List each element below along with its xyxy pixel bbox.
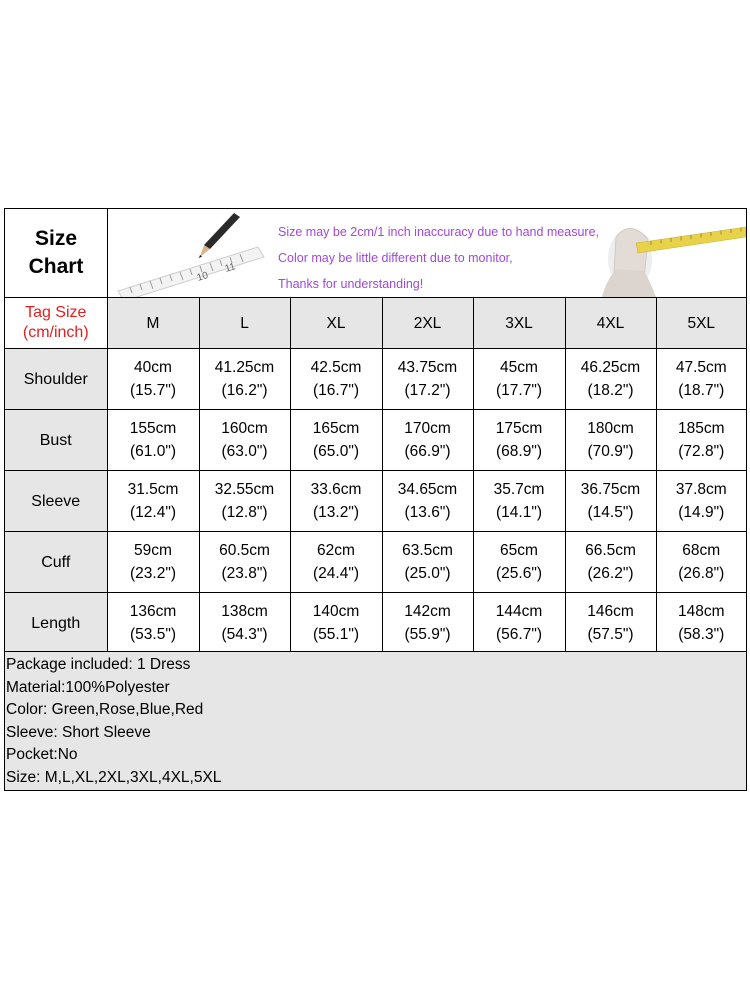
ruler-mark-10: 10: [195, 270, 210, 284]
cell-cm: 40cm: [134, 359, 172, 376]
cell-cm: 148cm: [677, 603, 725, 620]
size-table: [5, 298, 746, 654]
cell-cm: 142cm: [404, 603, 451, 620]
table-cell: [199, 593, 290, 654]
cell-cm: 62cm: [317, 542, 355, 559]
cell-cm: 47.5cm: [675, 359, 727, 376]
row-label-cuff: Cuff: [5, 532, 107, 593]
cell-cm: 144cm: [495, 603, 543, 620]
table-cell: [656, 532, 746, 593]
size-col-2xl: 2XL: [382, 298, 473, 349]
note-hand-measure: Size may be 2cm/1 inch inaccuracy due to hand measure,: [278, 225, 600, 239]
size-header-row: [5, 298, 746, 349]
table-cell: [290, 349, 382, 410]
row-label-sleeve: Sleeve: [5, 471, 107, 532]
cell-cm: 34.65cm: [397, 481, 458, 498]
info-sleeve: Sleeve: Short Sleeve: [6, 723, 151, 741]
cell-cm: 138cm: [221, 603, 268, 620]
table-cell: [382, 593, 473, 654]
tag-size-line-2: (cm/inch): [22, 324, 89, 341]
cell-cm: 35.7cm: [493, 481, 545, 498]
info-material: Material:100%Polyester: [6, 678, 170, 696]
row-label-length: Length: [5, 593, 107, 654]
info-pocket: Pocket:No: [6, 746, 78, 764]
row-label-bust: Bust: [5, 410, 107, 471]
cell-cm: 146cm: [587, 603, 634, 620]
table-cell: [473, 471, 565, 532]
cell-inch: (18.7"): [678, 382, 725, 399]
size-chart-title: [5, 209, 108, 298]
cell-cm: 32.55cm: [214, 481, 275, 498]
row-bust: [5, 410, 746, 471]
cell-inch: (70.9"): [587, 443, 634, 460]
table-cell: [565, 349, 656, 410]
table-cell: [290, 532, 382, 593]
cell-cm: 33.6cm: [310, 481, 362, 498]
table-cell: [107, 593, 199, 654]
size-col-3xl: 3XL: [473, 298, 565, 349]
cell-inch: (65.0"): [313, 443, 359, 460]
cell-inch: (26.2"): [587, 565, 634, 582]
table-cell: [382, 349, 473, 410]
cell-cm: 160cm: [221, 420, 268, 437]
size-col-5xl: 5XL: [656, 298, 746, 349]
cell-inch: (54.3"): [221, 626, 268, 643]
table-cell: [199, 410, 290, 471]
table-cell: [199, 532, 290, 593]
cell-cm: 175cm: [495, 420, 543, 437]
cell-inch: (14.1"): [496, 504, 542, 521]
pencil-icon: [204, 213, 240, 249]
tag-size-label: [5, 298, 107, 349]
cell-inch: (57.5"): [587, 626, 634, 643]
cell-cm: 59cm: [134, 542, 172, 559]
cell-inch: (14.5"): [587, 504, 634, 521]
cell-cm: 165cm: [312, 420, 360, 437]
table-cell: [473, 349, 565, 410]
cell-inch: (12.8"): [221, 504, 268, 521]
cell-inch: (24.4"): [313, 565, 359, 582]
cell-cm: 170cm: [404, 420, 451, 437]
cell-inch: (23.8"): [221, 565, 268, 582]
cell-cm: 136cm: [129, 603, 177, 620]
cell-inch: (18.2"): [587, 382, 634, 399]
cell-cm: 46.25cm: [580, 359, 641, 376]
cell-cm: 68cm: [682, 542, 721, 559]
table-cell: [565, 471, 656, 532]
note-thanks: Thanks for understanding!: [278, 277, 424, 291]
cell-inch: (12.4"): [130, 504, 176, 521]
cell-inch: (55.1"): [313, 626, 359, 643]
title-line-2: Chart: [28, 255, 84, 278]
cell-inch: (23.2"): [130, 565, 176, 582]
table-cell: [290, 410, 382, 471]
cell-cm: 60.5cm: [219, 542, 270, 559]
cell-cm: 43.75cm: [397, 359, 458, 376]
table-cell: [473, 410, 565, 471]
table-cell: [382, 532, 473, 593]
cell-cm: 185cm: [677, 420, 725, 437]
table-cell: [107, 349, 199, 410]
cell-inch: (72.8"): [678, 443, 725, 460]
cell-cm: 63.5cm: [402, 542, 453, 559]
cell-cm: 180cm: [587, 420, 634, 437]
table-cell: [382, 471, 473, 532]
table-cell: [107, 410, 199, 471]
info-color: Color: Green,Rose,Blue,Red: [6, 701, 204, 719]
cell-inch: (66.9"): [404, 443, 451, 460]
cell-inch: (56.7"): [496, 626, 542, 643]
size-col-xl: XL: [290, 298, 382, 349]
tag-size-line-1: Tag Size: [25, 304, 87, 321]
table-cell: [565, 593, 656, 654]
cell-inch: (25.0"): [404, 565, 451, 582]
table-cell: [565, 410, 656, 471]
cell-cm: 66.5cm: [585, 542, 636, 559]
info-package: Package included: 1 Dress: [6, 656, 191, 673]
cell-inch: (13.6"): [404, 504, 451, 521]
size-col-4xl: 4XL: [565, 298, 656, 349]
row-length: [5, 593, 746, 654]
cell-inch: (26.8"): [678, 565, 725, 582]
table-cell: [656, 593, 746, 654]
measurement-banner: [108, 209, 746, 298]
size-col-l: L: [199, 298, 290, 349]
row-cuff: [5, 532, 746, 593]
table-cell: [656, 471, 746, 532]
cell-cm: 31.5cm: [127, 481, 179, 498]
cell-inch: (15.7"): [130, 382, 176, 399]
cell-inch: (58.3"): [678, 626, 725, 643]
table-cell: [473, 532, 565, 593]
cell-cm: 42.5cm: [310, 359, 362, 376]
table-cell: [199, 471, 290, 532]
table-cell: [107, 471, 199, 532]
cell-inch: (16.7"): [313, 382, 359, 399]
cell-inch: (17.2"): [404, 382, 451, 399]
table-cell: [199, 349, 290, 410]
cell-inch: (55.9"): [404, 626, 451, 643]
ruler-pencil-illustration: [108, 209, 278, 297]
cell-inch: (16.2"): [221, 382, 268, 399]
table-cell: [565, 532, 656, 593]
table-cell: [656, 349, 746, 410]
table-cell: [656, 410, 746, 471]
note-color: Color may be little different due to monitor,: [278, 251, 513, 265]
cell-inch: (61.0"): [130, 443, 176, 460]
cell-inch: (25.6"): [496, 565, 542, 582]
table-cell: [107, 532, 199, 593]
table-cell: [473, 593, 565, 654]
table-cell: [382, 410, 473, 471]
size-col-m: M: [107, 298, 199, 349]
product-info: [5, 651, 746, 790]
table-cell: [290, 593, 382, 654]
cell-inch: (13.2"): [313, 504, 359, 521]
ruler-mark-11: 11: [223, 261, 237, 275]
cell-inch: (53.5"): [130, 626, 176, 643]
cell-cm: 155cm: [129, 420, 177, 437]
table-cell: [290, 471, 382, 532]
row-shoulder: [5, 349, 746, 410]
row-sleeve: [5, 471, 746, 532]
size-chart: [4, 208, 747, 791]
tape-measure-hand-illustration: [596, 209, 746, 297]
cell-cm: 37.8cm: [675, 481, 727, 498]
cell-inch: (14.9"): [678, 504, 725, 521]
cell-cm: 140cm: [312, 603, 360, 620]
cell-inch: (63.0"): [221, 443, 268, 460]
cell-cm: 45cm: [500, 359, 538, 376]
row-label-shoulder: Shoulder: [5, 349, 107, 410]
cell-cm: 36.75cm: [580, 481, 641, 498]
cell-inch: (17.7"): [496, 382, 542, 399]
cell-cm: 41.25cm: [214, 359, 275, 376]
cell-inch: (68.9"): [496, 443, 542, 460]
cell-cm: 65cm: [500, 542, 538, 559]
title-line-1: Size: [34, 227, 78, 250]
info-size: Size: M,L,XL,2XL,3XL,4XL,5XL: [6, 768, 222, 786]
